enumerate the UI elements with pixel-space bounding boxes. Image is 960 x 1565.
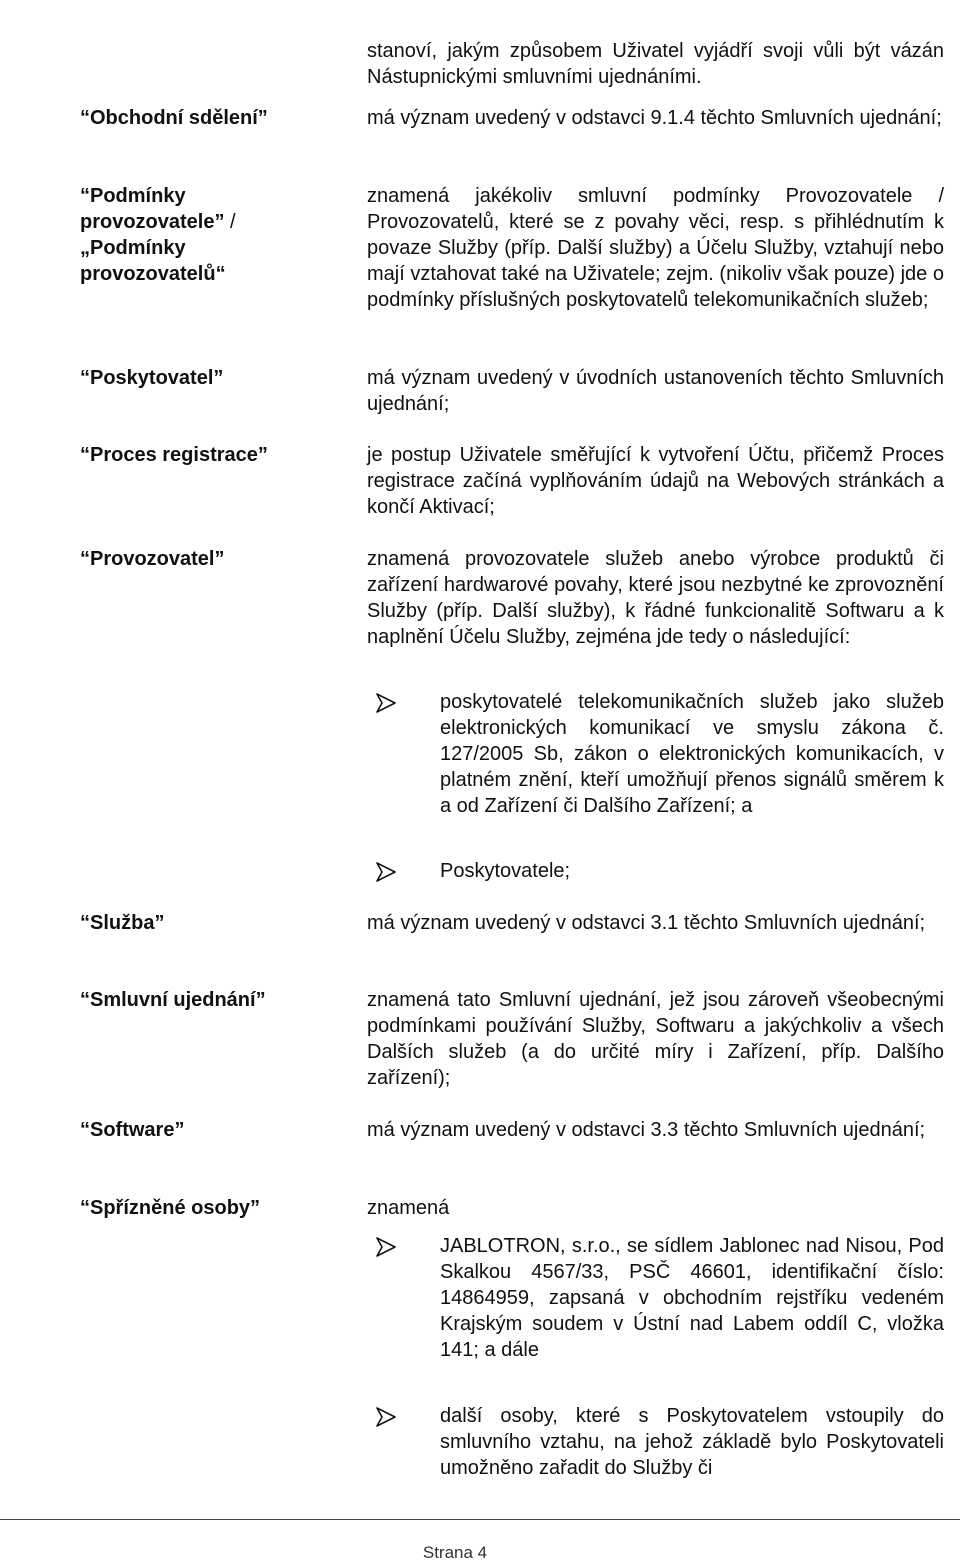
page-number: Strana 4 <box>422 1543 488 1562</box>
arrowhead-bullet-icon <box>375 1406 397 1428</box>
definition-poskytovatel: má význam uvedený v úvodních ustanoveních těchto Smluvních ujednání; <box>367 367 944 415</box>
term-slash: / <box>224 211 236 233</box>
arrowhead-bullet-icon <box>375 861 397 883</box>
bullet-sprizene-osoby-2: další osoby, které s Poskytovatelem vstoupily do smluvního vztahu, na jehož základě bylo Poskytovateli umožněno zařadit do Služby či <box>440 1405 944 1479</box>
footer-divider <box>0 1519 960 1520</box>
definition-sprizene-osoby: znamená <box>367 1197 450 1219</box>
definition-smluvni-ujednani: znamená tato Smluvní ujednání, jež jsou zároveň všeobecnými podmínkami používání Služby, Softwaru a jakýchkoliv a všech Dalších služeb (a do určité míry i Zařízení, příp. Dalšího zařízení); <box>367 989 944 1089</box>
definition-obchodni-sdeleni: má význam uvedený v odstavci 9.1.4 těchto Smluvních ujednání; <box>367 107 942 129</box>
term-obchodni-sdeleni: “Obchodní sdělení” <box>80 107 268 129</box>
definition-podminky-provozovatele: znamená jakékoliv smluvní podmínky Provozovatele / Provozovatelů, které se z povahy věci, resp. s přihlédnutím k povaze Služby (příp. Další služby) a Účelu Služby, vztahují nebo mají vztahovat také na Uživatele; zejm. (nikoliv však pouze) jde o podmínky příslušných poskytovatelů telekomunikačních služeb; <box>367 185 944 311</box>
term-smluvni-ujednani: “Smluvní ujednání” <box>80 989 266 1011</box>
term-sprizene-osoby: “Spřízněné osoby” <box>80 1197 261 1219</box>
continuation-paragraph: stanoví, jakým způsobem Uživatel vyjádří svoji vůli být vázán Nástupnickými smluvními ujednáními. <box>367 40 944 88</box>
definition-provozovatel: znamená provozovatele služeb anebo výrobce produktů či zařízení hardwarové povahy, které jsou nezbytné ke zprovoznění Služby (příp. Další služby), k řádné funkcionalitě Softwaru a k naplnění Účelu Služby, zejména jde tedy o následující: <box>367 548 944 648</box>
term-software: “Software” <box>80 1119 185 1141</box>
definition-proces-registrace: je postup Uživatele směřující k vytvoření Účtu, přičemž Proces registrace začíná vyplňováním údajů na Webových stránkách a končí Aktivací; <box>367 444 944 518</box>
term-sluzba: “Služba” <box>80 912 165 934</box>
term-proces-registrace: “Proces registrace” <box>80 444 268 466</box>
definition-software: má význam uvedený v odstavci 3.3 těchto Smluvních ujednání; <box>367 1119 926 1141</box>
bullet-sprizene-osoby-1: JABLOTRON, s.r.o., se sídlem Jablonec nad Nisou, Pod Skalkou 4567/33, PSČ 46601, identifikační číslo: 14864959, zapsaná v obchodním rejstříku vedeném Krajským soudem v Ústní nad Labem oddíl C, vložka 141; a dále <box>440 1235 944 1361</box>
arrowhead-bullet-icon <box>375 1236 397 1258</box>
term-provozovatel: “Provozovatel” <box>80 548 225 570</box>
term-poskytovatel: “Poskytovatel” <box>80 367 224 389</box>
bullet-provozovatel-2: Poskytovatele; <box>440 860 571 882</box>
term-line-1: “Podmínky provozovatele” <box>80 185 225 233</box>
definition-sluzba: má význam uvedený v odstavci 3.1 těchto Smluvních ujednání; <box>367 912 926 934</box>
term-podminky-provozovatele <box>80 183 270 287</box>
term-line-2: „Podmínky provozovatelů“ <box>80 237 226 285</box>
arrowhead-bullet-icon <box>375 692 397 714</box>
bullet-provozovatel-1: poskytovatelé telekomunikačních služeb jako služeb elektronických komunikací ve smyslu zákona č. 127/2005 Sb, zákon o elektronických komunikacích, v platném znění, kteří umožňují přenos signálů směrem k a od Zařízení či Dalšího Zařízení; a <box>440 691 944 817</box>
